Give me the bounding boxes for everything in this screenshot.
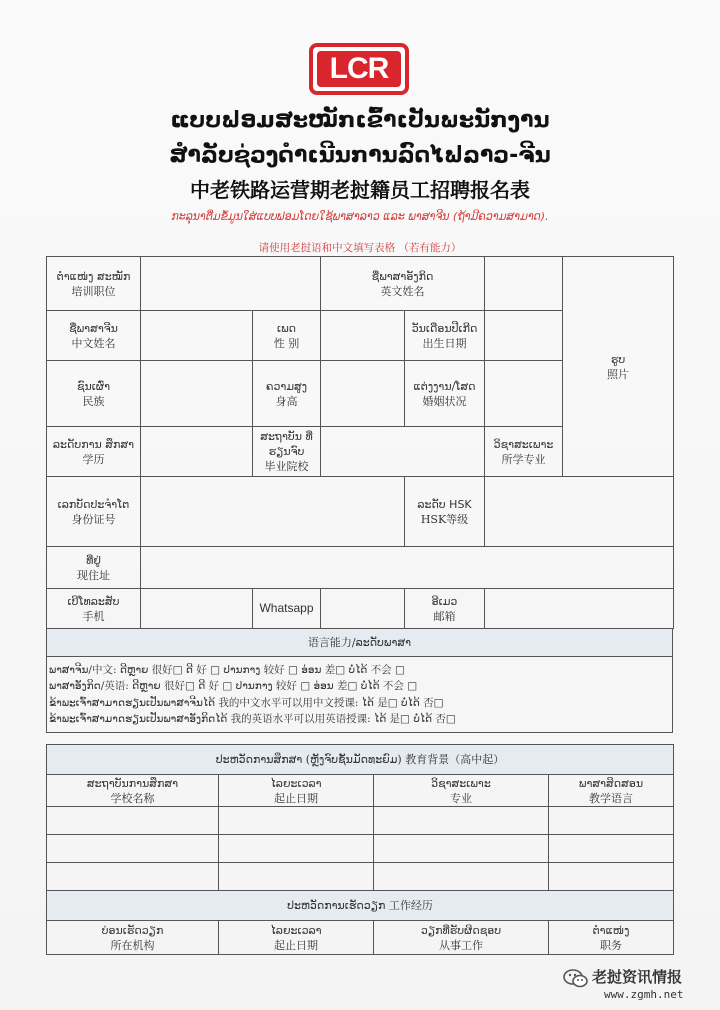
edu-col-school: ສະຖາບັນການສຶກສາ 学校名称 [47,775,219,807]
gender-label: ເພດ 性 别 [253,311,321,361]
instruction-note-lao: ກະລຸນາຕື່ມຂໍ້ມູນໃສ່ແບບຟອມໂດຍໃຊ້ພາສາລາວ ແລະ ພາສາຈີນ (ຖ້າມີຄວາມສາມາດ). [171,210,549,223]
english-name-input[interactable] [485,257,563,311]
birth-date-label: ວັນເດືອນປີເກີດ 出生日期 [405,311,485,361]
education-label: ລະດັບການ ສຶກສາ 学历 [47,427,141,477]
language-section-title: 语言能力/ລະດັບພາສາ [47,629,673,657]
english-level-options[interactable]: ພາສາອັງກິດ/英语: ດີຫຼາຍ 很好□ ດີ 好 □ ປານກາງ 较好 □ ອ່ອນ 差□ ບໍ່ໄດ້ 不会 □ [47,678,673,695]
work-col-position: ຕໍາແໜ່ງ 职务 [549,921,674,955]
edu-col-major: ວິຊາສະເພາະ 专业 [374,775,549,807]
language-section [46,628,673,733]
table-cell[interactable] [374,835,549,863]
ethnicity-label: ຊົນເຜົ່າ 民族 [47,361,141,427]
teach-chinese-options[interactable]: ຂ້າພະເຈົ້າສາມາດຮຽນເປັນພາສາຈີນໄດ້ 我的中文水平可以用中文授课: ໄດ້ 是□ ບໍ່ໄດ້ 否□ [47,695,673,712]
height-label: ຄວາມສູງ 身高 [253,361,321,427]
table-row [47,807,674,835]
education-section-title: ປະຫວັດການສຶກສາ (ຫຼັງຈົບຊັ້ນມັດທະຍົມ) 教育背景（高中起） [47,745,674,775]
wechat-icon [563,966,589,992]
title-chinese: 中老铁路运营期老挝籍员工招聘报名表 [190,178,530,202]
id-number-label: ເລກບັດປະຈໍາໂຕ 身份证号 [47,477,141,547]
table-cell[interactable] [47,807,219,835]
phone-label: ເບີໂທລະສັບ 手机 [47,589,141,629]
logo-text: LCR [317,51,401,87]
id-number-input[interactable] [141,477,405,547]
school-label: ສະຖາບັນ ທີ່ຮຽນຈົບ 毕业院校 [253,427,321,477]
chinese-name-input[interactable] [141,311,253,361]
table-row [47,835,674,863]
table-cell[interactable] [47,835,219,863]
whatsapp-label: Whatsapp [253,589,321,629]
gender-input[interactable] [321,311,405,361]
table-cell[interactable] [549,835,674,863]
edu-col-period: ໄລຍະເວລາ 起止日期 [219,775,374,807]
chinese-level-options[interactable]: ພາສາຈີນ/中文: ດີຫຼາຍ 很好□ ດີ 好 □ ປານກາງ 较好 □ ອ່ອນ 差□ ບໍ່ໄດ້ 不会 □ [47,657,673,679]
email-label: ອີເມວ 邮箱 [405,589,485,629]
watermark-url: www.zgmh.net [604,988,684,1001]
phone-input[interactable] [141,589,253,629]
marital-status-label: ແຕ່ງງານ/ໂສດ 婚姻状况 [405,361,485,427]
work-section-title: ປະຫວັດການເຮັດວຽກ 工作经历 [47,891,674,921]
title-lao-line-2: ສໍາລັບຊ່ວງດໍາເນີນການລົດໄຟລາວ-ຈີນ [169,143,551,168]
work-col-duty: ວຽກທີ່ຮັບຜິດຊອບ 从事工作 [374,921,549,955]
english-name-label: ຊື່ພາສາອັງກິດ 英文姓名 [321,257,485,311]
training-position-label: ຕໍາແໜ່ງ ສະໝັກ 培训职位 [47,257,141,311]
table-cell[interactable] [374,807,549,835]
marital-status-input[interactable] [485,361,563,427]
table-row [47,863,674,891]
title-lao-line-1: ແບບຟອມສະໝັກເຂົ້າເປັນພະນັກງານ [170,108,550,133]
email-input[interactable] [485,589,674,629]
edu-col-language: ພາສາສິດສອນ 教学语言 [549,775,674,807]
height-input[interactable] [321,361,405,427]
address-label: ທີ່ຢູ່ 现住址 [47,547,141,589]
chinese-name-label: ຊື່ພາສາຈີນ 中文姓名 [47,311,141,361]
instruction-note-chinese: 请使用老挝语和中文填写表格 （若有能力） [258,242,462,254]
education-input[interactable] [141,427,253,477]
table-cell[interactable] [219,807,374,835]
lcr-logo [309,43,409,95]
major-label: ວິຊາສະເພາະ 所学专业 [485,427,563,477]
table-cell[interactable] [219,835,374,863]
work-col-period: ໄລຍະເວລາ 起止日期 [219,921,374,955]
work-col-organization: ບ່ອນເຮັດວຽກ 所在机构 [47,921,219,955]
address-input[interactable] [141,547,674,589]
watermark-text: 老挝资讯情报 [592,968,683,986]
table-cell[interactable] [374,863,549,891]
teach-english-options[interactable]: ຂ້າພະເຈົ້າສາມາດຮຽນເປັນພາສາອັງກິດໄດ້ 我的英语水平可以用英语授课: ໄດ້ 是□ ບໍ່ໄດ້ 否□ [47,712,673,732]
personal-info-table [46,256,674,629]
education-table [46,744,674,955]
table-cell[interactable] [549,807,674,835]
photo-box[interactable]: ຮູບ 照片 [563,257,674,477]
hsk-level-label: ລະດັບ HSK HSK等级 [405,477,485,547]
training-position-input[interactable] [141,257,321,311]
birth-date-input[interactable] [485,311,563,361]
table-cell[interactable] [47,863,219,891]
whatsapp-input[interactable] [321,589,405,629]
ethnicity-input[interactable] [141,361,253,427]
school-input[interactable] [321,427,485,477]
table-cell[interactable] [549,863,674,891]
table-cell[interactable] [219,863,374,891]
hsk-level-input[interactable] [485,477,674,547]
